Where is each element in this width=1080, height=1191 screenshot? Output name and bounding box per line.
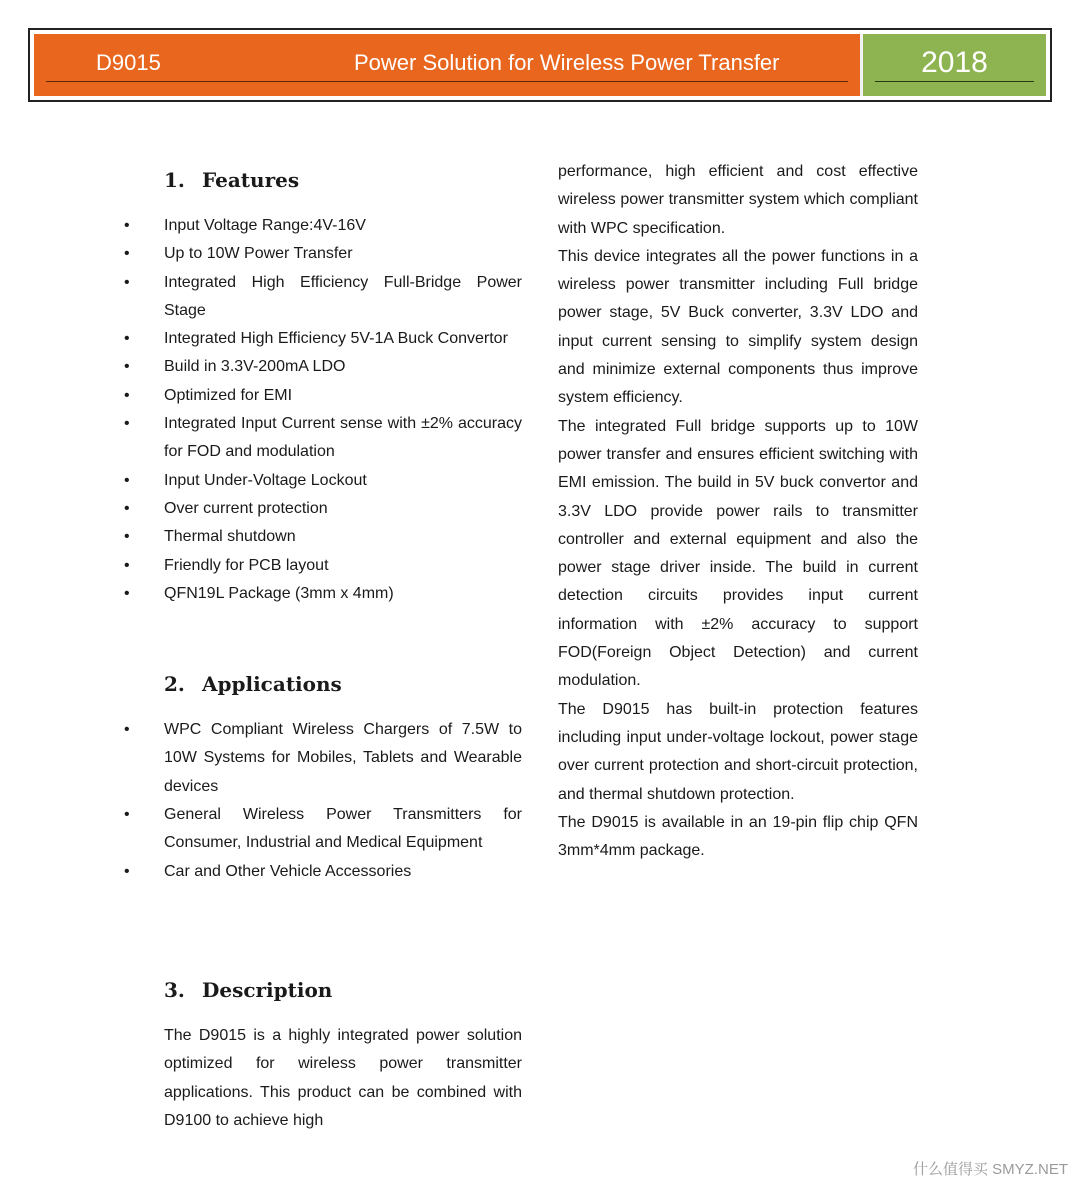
description-paragraph-1: performance, high efficient and cost effective wireless power transmitter system which compliant with WPC specification. xyxy=(558,163,918,237)
list-item: • Optimized for EMI xyxy=(120,382,522,410)
list-item: • Integrated High Efficiency 5V-1A Buck Convertor xyxy=(120,325,522,353)
list-item: • Up to 10W Power Transfer xyxy=(120,240,522,268)
doc-code: D9015 xyxy=(96,50,161,75)
list-item: • Build in 3.3V-200mA LDO xyxy=(120,353,522,381)
watermark: 什么值得买 SMYZ.NET xyxy=(912,1161,1068,1178)
year-box xyxy=(863,34,1046,96)
description-intro: The D9015 is a highly integrated power solution optimized for wireless power transmitter applications. This product can be combined with D9100 to achieve high xyxy=(164,1026,522,1129)
doc-title: Power Solution for Wireless Power Transfer xyxy=(354,50,780,75)
list-item: • Friendly for PCB layout xyxy=(120,552,522,580)
doc-year: 2018 xyxy=(921,46,988,79)
list-item: • General Wireless Power Transmitters for Consumer, Industrial and Medical Equipment xyxy=(120,801,522,858)
description-heading: 3. Description xyxy=(164,977,333,1002)
right-column xyxy=(558,158,918,865)
applications-list xyxy=(120,716,522,886)
list-item: • WPC Compliant Wireless Chargers of 7.5W to 10W Systems for Mobiles, Tablets and Wearable devices xyxy=(120,716,522,801)
list-item: • Over current protection xyxy=(120,495,522,523)
title-underline xyxy=(46,81,848,82)
list-item: • Integrated Input Current sense with ±2% accuracy for FOD and modulation xyxy=(120,410,522,467)
description-paragraph-5: The D9015 is available in an 19-pin flip chip QFN 3mm*4mm package. xyxy=(558,813,918,860)
features-list xyxy=(120,212,522,608)
list-item: • Input Under-Voltage Lockout xyxy=(120,467,522,495)
description-paragraph-4: The D9015 has built-in protection features including input under-voltage lockout, power stage over current protection and short-circuit protection, and thermal shutdown protection. xyxy=(558,700,918,803)
list-item: • Input Voltage Range:4V-16V xyxy=(120,212,522,240)
description-paragraph-2: This device integrates all the power functions in a wireless power transmitter including Full bridge power stage, 5V Buck converter, 3.3V LDO and input current sensing to simplify system design and minimize external components thus improve system efficiency. xyxy=(558,247,918,407)
title-bar xyxy=(34,34,863,96)
description-paragraph-3: The integrated Full bridge supports up to 10W power transfer and ensures efficient switching with EMI emission. The build in 5V buck convertor and 3.3V LDO provide power rails to transmitter controller and external equipment and also the power stage driver inside. The build in current detection circuits provides input current information with ±2% accuracy to support FOD(Foreign Object Detection) and current modulation. xyxy=(558,417,918,690)
header-banner xyxy=(28,28,1052,102)
list-item: • Thermal shutdown xyxy=(120,523,522,551)
left-column xyxy=(120,160,522,1135)
list-item: • Integrated High Efficiency Full-Bridge Power Stage xyxy=(120,269,522,326)
applications-heading: 2. Applications xyxy=(164,672,342,697)
features-heading: 1. Features xyxy=(164,168,300,192)
list-item: • QFN19L Package (3mm x 4mm) xyxy=(120,580,522,608)
year-underline xyxy=(875,81,1034,82)
list-item: • Car and Other Vehicle Accessories xyxy=(120,858,522,886)
